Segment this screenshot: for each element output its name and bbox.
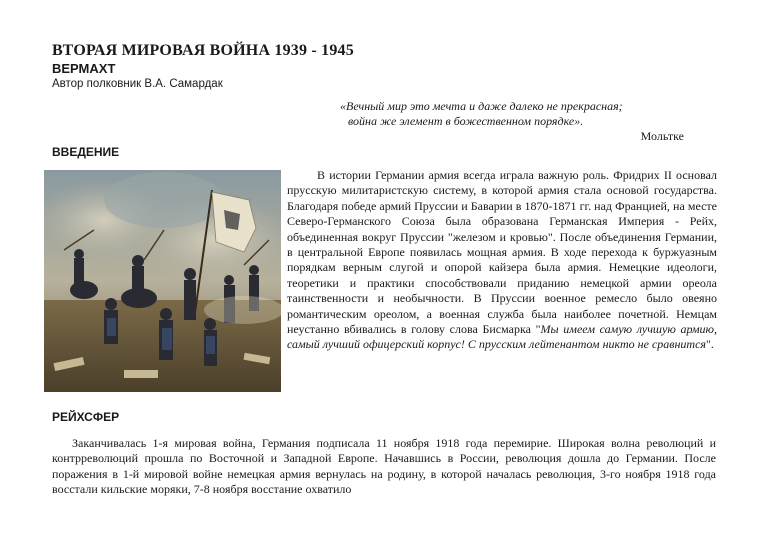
author-line: Автор полковник В.А. Самардак <box>52 78 223 90</box>
epigraph-author: Мольтке <box>640 129 684 143</box>
intro-text-body: В истории Германии армия всегда играла важную роль. Фридрих II основал прусскую милитаристскую систему, в которой армия стала основой государства. Благодаря победе армий Пруссии и Баварии в 1870-1871 гг. над Францией, на месте Северо-Германского Союза была образована Германская Империя - Рейх, объединенная вокруг Пруссии "железом и кровью". После объединения Германии, в центральной Европе появилась мощная армия. В ходе перехода к буржуазным порядкам верным слугой и опорой кайзера была армия. Немецкие идеологи, теоретики и практики способствовали приданию немецкой армии ореола таинственности и необычности. В Пруссии военное ремесло было овеяно романтическим ореолом, а военная служба была наиболее почетной. Немцам неустанно вбивались в голову слова Бисмарка " <box>287 168 717 337</box>
epigraph-line-2: война же элемент в божественном порядке». <box>348 114 584 128</box>
section-heading-intro: ВВЕДЕНИЕ <box>52 145 120 159</box>
battle-painting-image <box>44 170 281 392</box>
intro-text-end: ". <box>706 337 714 352</box>
epigraph-line-1: «Вечный мир это мечта и даже далеко не прекрасная; <box>340 99 623 113</box>
bismarck-quote: Мы имеем самую лучшую армию, самый лучший офицерский корпус! С прусским лейтенантом никто не сравнится <box>287 322 717 352</box>
section-heading-reichswehr: РЕЙХСФЕР <box>52 410 120 424</box>
page-subtitle: ВЕРМАХТ <box>52 61 116 76</box>
reichswehr-paragraph: Заканчивалась 1-я мировая война, Германия подписала 11 ноября 1918 года перемирие. Широкая волна революций и контрреволюций прошла по Восточной и Западной Европе. Начавшись в России, революция дошла до Германии. После поражения в 1-й мировой войне немецкая армия вернулась на родину, в которой началась революция, 3-го ноября 1918 года восстали кильские моряки, 7-8 ноября восстание охватило <box>52 436 716 497</box>
page-title: ВТОРАЯ МИРОВАЯ ВОЙНА 1939 - 1945 <box>52 42 354 59</box>
intro-paragraph <box>287 168 717 353</box>
epigraph-quote <box>340 99 685 129</box>
